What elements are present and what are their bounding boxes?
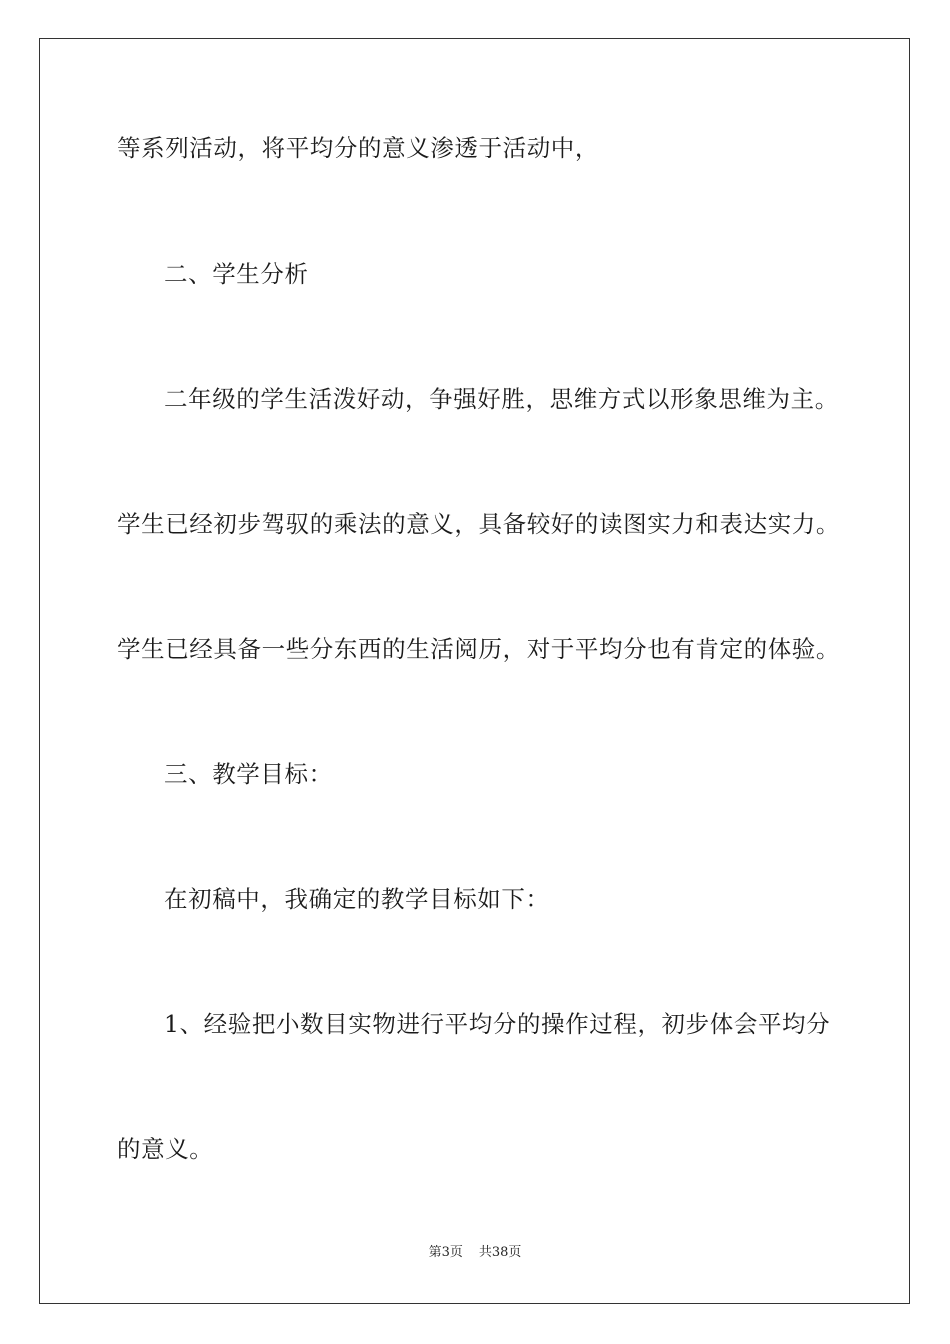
- paragraph-line: 的意义。: [117, 1135, 214, 1163]
- section-heading: 三、教学目标：: [164, 760, 333, 788]
- paragraph-line: 学生已经初步驾驭的乘法的意义，具备较好的读图实力和表达实力。: [117, 510, 840, 538]
- page-border: [39, 38, 910, 1304]
- paragraph-line: 等系列活动，将平均分的意义渗透于活动中，: [117, 134, 599, 162]
- paragraph-line: 在初稿中，我确定的教学目标如下：: [164, 885, 550, 913]
- section-heading: 二、学生分析: [164, 260, 309, 288]
- paragraph-line: 二年级的学生活泼好动，争强好胜，思维方式以形象思维为主。: [164, 385, 839, 413]
- paragraph-line: 1、经验把小数目实物进行平均分的操作过程，初步体会平均分: [164, 1010, 831, 1038]
- page-number: 第3页: [428, 1245, 463, 1260]
- page-footer: [0, 1244, 950, 1262]
- paragraph-line: 学生已经具备一些分东西的生活阅历，对于平均分也有肯定的体验。: [117, 635, 840, 663]
- page-total: 共38页: [478, 1245, 522, 1260]
